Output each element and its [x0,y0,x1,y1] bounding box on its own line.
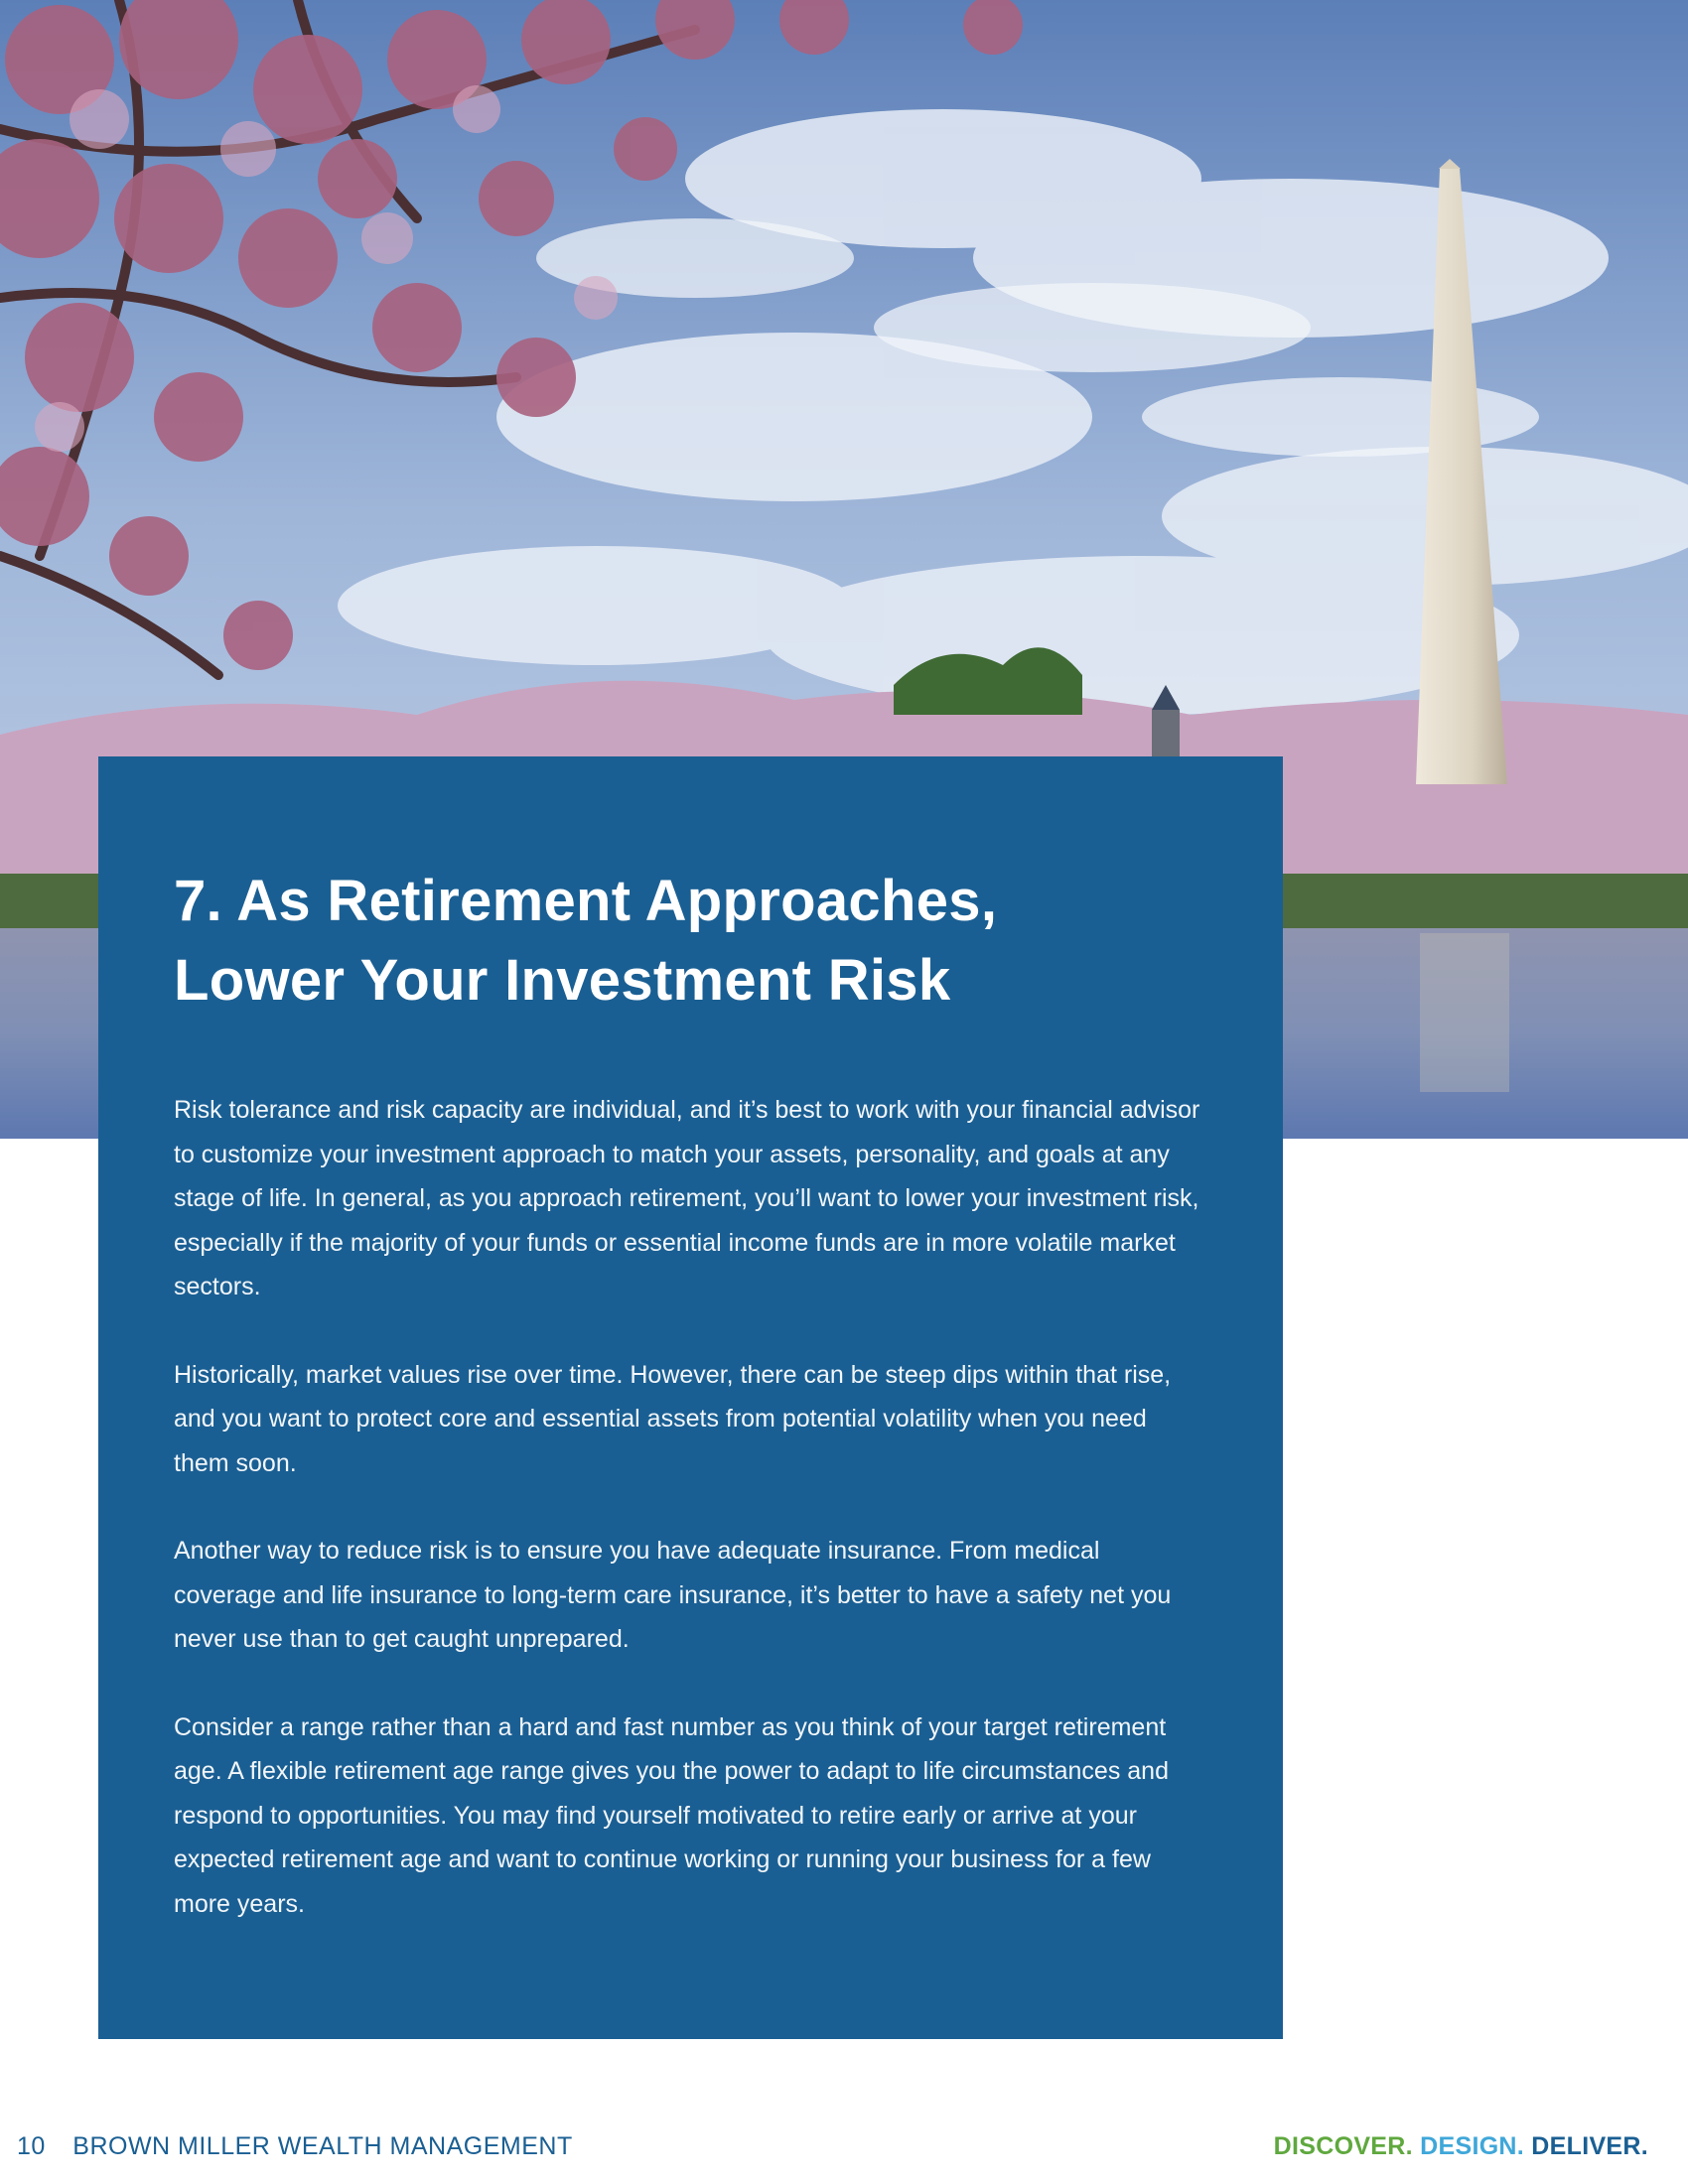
body-text [174,1088,1207,1926]
footer-left [17,2132,573,2161]
paragraph-4: Consider a range rather than a hard and fast number as you think of your target retirement age. A flexible retirement age range gives you the power to adapt to life circumstances and respond to opportunities. You may find yourself motivated to retire early or arrive at your expected retirement age and want to continue working or running your business for a few more years. [174,1712,1169,1918]
tagline-design: DESIGN. [1420,2132,1525,2160]
heading-line-1: 7. As Retirement Approaches, [174,869,998,933]
section-heading [174,862,1207,1021]
page-footer [0,2132,1688,2172]
heading-line-2: Lower Your Investment Risk [174,948,951,1013]
paragraph-1: Risk tolerance and risk capacity are individual, and it’s best to work with your financial advisor to customize your investment approach to match your assets, personality, and goals at any stage of life. In general, as you approach retirement, you’ll want to lower your investment risk, especially if the majority of your funds or essential income funds are in more volatile market sectors. [174,1096,1200,1300]
paragraph-2: Historically, market values rise over time. However, there can be steep dips within that rise, and you want to protect core and essential assets from potential volatility when you need them soon. [174,1360,1172,1477]
tagline-deliver: DELIVER. [1531,2132,1648,2160]
tagline-discover: DISCOVER. [1273,2132,1413,2160]
company-name: BROWN MILLER WEALTH MANAGEMENT [72,2132,573,2160]
footer-tagline [1274,2132,1648,2161]
content-panel [98,756,1283,2039]
paragraph-3: Another way to reduce risk is to ensure you have adequate insurance. From medical coverage and life insurance to long-term care insurance, it’s better to have a safety net you never use than to get caught unprepared. [174,1537,1172,1653]
page-number: 10 [17,2132,46,2160]
